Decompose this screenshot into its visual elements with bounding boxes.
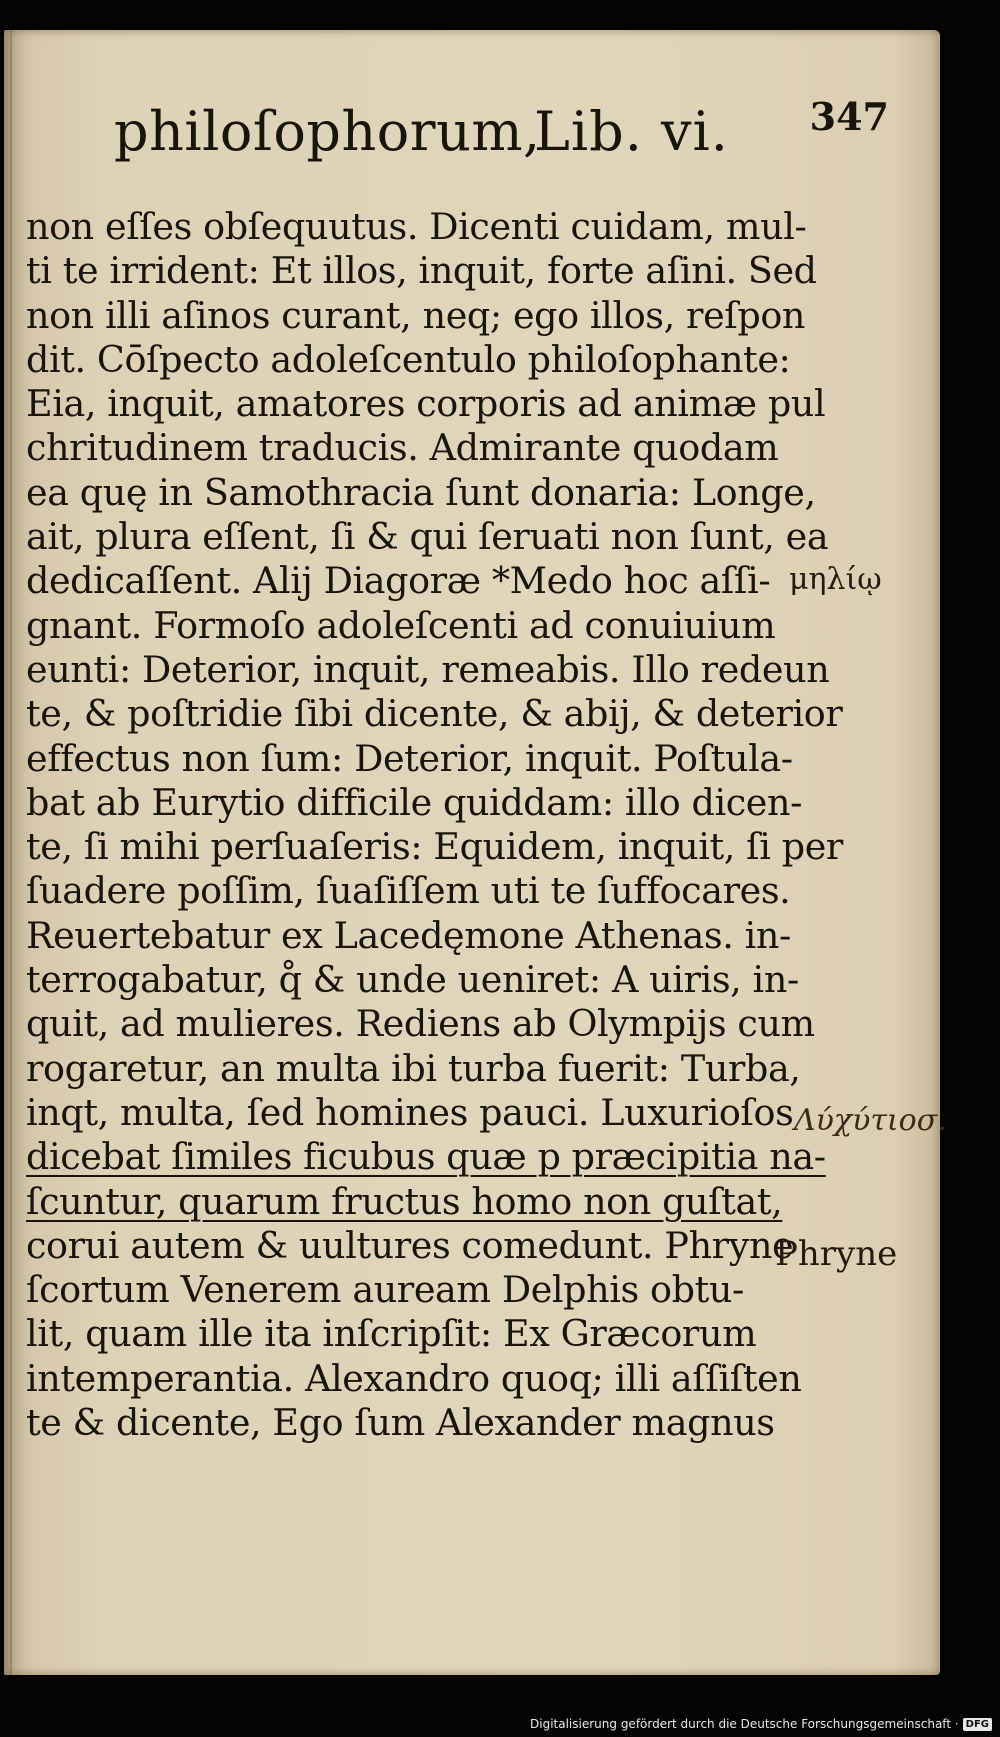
- text-line: inqt, multa, ſed homines pauci. Luxurioſos: [26, 1090, 794, 1134]
- text-line: chritudinem traducis. Admirante quodam: [26, 426, 779, 470]
- credit-text: Digitalisierung gefördert durch die Deutsche Forschungsgemeinschaft ·: [530, 1717, 959, 1731]
- margin-note-handwritten: Λύχύτιοσ.: [794, 1103, 947, 1138]
- text-line: ait, plura eſſent, ſi & qui ſeruati non ſunt, ea: [26, 515, 829, 559]
- running-title: philoſophorum,: [114, 100, 541, 163]
- text-line-underlined: ſcuntur, quarum fructus homo non guſtat,: [26, 1179, 783, 1223]
- text-line: effectus non ſum: Deterior, inquit. Poſtula-: [26, 736, 793, 780]
- text-line: dedicaſſent. Alij Diagoræ *Medo hoc aſſi-: [26, 559, 771, 603]
- book-page: [4, 30, 947, 1675]
- text-line: dit. Cōſpecto adoleſcentulo philoſophante:: [26, 337, 791, 381]
- page-header: [114, 90, 889, 170]
- text-line: non illi aſinos curant, neq; ego illos, reſpon: [26, 293, 806, 337]
- text-line: te & dicente, Ego ſum Alexander magnus: [26, 1401, 775, 1445]
- text-line: terrogabatur, q̊ & unde ueniret: A uiris, in-: [26, 958, 799, 1002]
- text-line: gnant. Formoſo adoleſcenti ad conuiuium: [26, 603, 776, 647]
- text-line: te, & poſtridie ſibi dicente, & abij, & deterior: [26, 692, 843, 736]
- text-line: ſcortum Venerem auream Delphis obtu-: [26, 1268, 744, 1312]
- text-line: te, ſi mihi perſuaſeris: Equidem, inquit, ſi per: [26, 825, 843, 869]
- text-line: intemperantia. Alexandro quoq; illi aſſiſten: [26, 1356, 802, 1400]
- text-line: Reuertebatur ex Lacedęmone Athenas. in-: [26, 913, 791, 957]
- text-line: quit, ad mulieres. Rediens ab Olympijs cum: [26, 1002, 815, 1046]
- digitization-credit: [530, 1717, 992, 1731]
- text-line: bat ab Eurytio difficile quiddam: illo dicen-: [26, 780, 803, 824]
- text-line: Eia, inquit, amatores corporis ad animæ pul: [26, 382, 826, 426]
- margin-note-greek: μηλίῳ: [789, 562, 882, 597]
- text-line: eunti: Deterior, inquit, remeabis. Illo redeun: [26, 647, 830, 691]
- page-number: 347: [809, 94, 889, 139]
- text-line-underlined: dicebat ſimiles ficubus quæ p præcipitia na-: [26, 1135, 826, 1179]
- text-line: ſuadere poſſim, ſuaſiſſem uti te ſuffocares.: [26, 869, 791, 913]
- text-line: ea quę in Samothracia ſunt donaria: Longe,: [26, 470, 816, 514]
- text-line: corui autem & uultures comedunt. Phryne: [26, 1223, 794, 1267]
- book-reference: Lib. vi.: [534, 100, 729, 163]
- text-line: rogaretur, an multa ibi turba fuerit: Turba,: [26, 1046, 801, 1090]
- margin-note-phryne: Phryne: [775, 1234, 898, 1274]
- text-line: lit, quam ille ita inſcripſit: Ex Græcorum: [26, 1312, 757, 1356]
- text-line: non eſſes obſequutus. Dicenti cuidam, mul-: [26, 205, 807, 248]
- text-line: ti te irrident: Et illos, inquit, forte aſini. Sed: [26, 249, 817, 293]
- dfg-logo: DFG: [963, 1718, 992, 1731]
